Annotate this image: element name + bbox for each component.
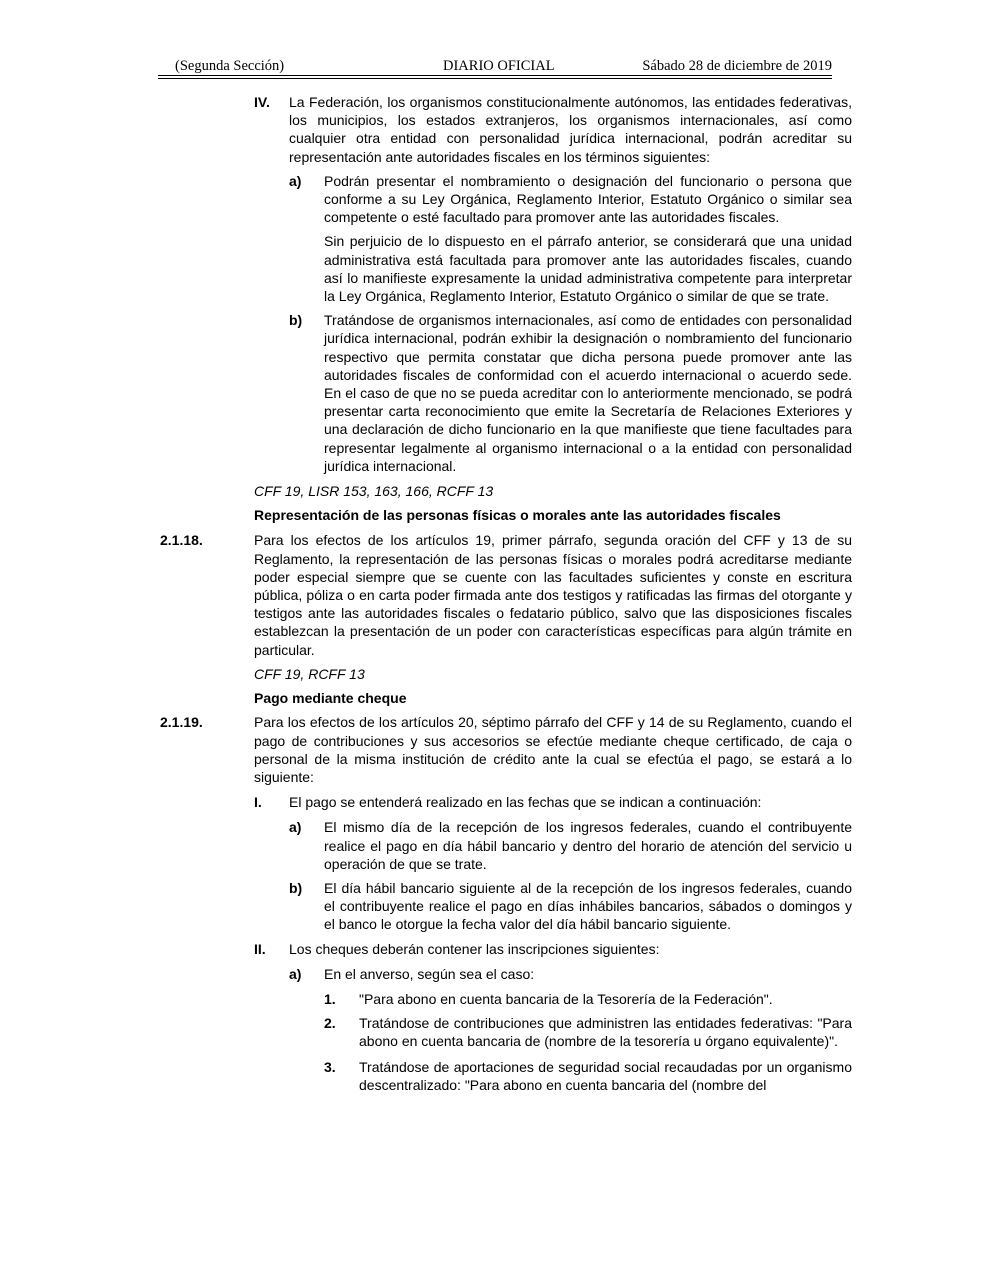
item-iv-a-cont [160, 232, 852, 305]
page-header [158, 56, 832, 76]
header-publication: DIARIO OFICIAL [443, 58, 555, 74]
paragraph-text: El pago se entenderá realizado en las fechas que se indican a continuación: [289, 794, 762, 811]
item-i-a [160, 818, 852, 873]
list-marker: 1. [324, 990, 336, 1007]
paragraph-text: Tratándose de aportaciones de seguridad social recaudadas por un organismo descentralizado: "Para abono en cuenta bancaria del (nombre del [359, 1058, 852, 1093]
list-marker: b) [289, 312, 303, 329]
paragraph-text: Para los efectos de los artículos 20, séptimo párrafo del CFF y 14 de su Reglamento, cuando el pago de contribuciones y sus accesorios se efectúe mediante cheque certificado, de caja o personal de la misma institución de crédito ante la cual se efectúa el pago, se estará a lo siguiente: [254, 714, 852, 785]
paragraph-text: El mismo día de la recepción de los ingresos federales, cuando el contribuyente realice el pago en día hábil bancario y dentro del horario de atención del servicio u operación de que se trate. [324, 819, 852, 872]
item-ii [160, 940, 852, 958]
list-marker: 3. [324, 1058, 336, 1075]
rule-2-1-19 [160, 713, 852, 786]
title-representacion [160, 506, 852, 524]
header-rule-top [158, 75, 832, 76]
item-ii-a [160, 965, 852, 983]
paragraph-text: "Para abono en cuenta bancaria de la Tesorería de la Federación". [359, 990, 773, 1007]
reference-cff19-lisr [160, 482, 852, 500]
paragraph-text: Podrán presentar el nombramiento o designación del funcionario o persona que conforme a su Ley Orgánica, Reglamento Interior, Estatuto Orgánico o similar sea competente o esté facultado para promover ante las autoridades fiscales. [324, 172, 852, 226]
list-marker: 2. [324, 1015, 336, 1032]
paragraph-text: Tratándose de contribuciones que administren las entidades federativas: "Para abono en cuenta bancaria de (nombre de la tesorería u órgano equivalente)". [359, 1015, 852, 1050]
paragraph-text: Tratándose de organismos internacionales, así como de entidades con personalidad jurídica internacional, podrán exhibir la designación o nombramiento del funcionario respectivo que permita constatar que dicha persona puede promover ante las autoridades fiscales de conformidad con el acuerdo internacional o acuerdo sede. En el caso de que no se pueda acreditar con lo anteriormente mencionado, se podrá presentar carta reconocimiento que emite la Secretaría de Relaciones Exteriores y una declaración de dicho funcionario en la que manifieste que tiene facultades para representar legalmente al organismo internacional o a la entidad con personalidad jurídica internacional. [324, 312, 852, 474]
list-marker: a) [289, 819, 302, 836]
rule-2-1-18 [160, 531, 852, 658]
list-marker: a) [289, 965, 302, 982]
rule-number: 2.1.18. [160, 532, 203, 549]
paragraph-text: Representación de las personas físicas o morales ante las autoridades fiscales [254, 507, 781, 524]
paragraph-text: En el anverso, según sea el caso: [324, 965, 535, 982]
paragraph-text: La Federación, los organismos constitucionalmente autónomos, las entidades federativas, los municipios, los estados extranjeros, los organismos internacionales, así como cualquier otra entidad con personalidad jurídica internacional, podrán acreditar su representación ante autoridades fiscales en los términos siguientes: [289, 94, 852, 165]
item-i-b [160, 879, 852, 934]
paragraph-text: El día hábil bancario siguiente al de la recepción de los ingresos federales, cuando el contribuyente realice el pago en días inhábiles bancarios, sábados o domingos y el banco le otorgue la fecha valor del día hábil bancario siguiente. [324, 879, 852, 933]
item-ii-a-1 [160, 990, 852, 1008]
list-marker: I. [254, 794, 262, 811]
paragraph-text: CFF 19, RCFF 13 [254, 665, 365, 682]
paragraph-text: Pago mediante cheque [254, 690, 407, 707]
list-marker: IV. [254, 94, 270, 110]
item-iv-b [160, 311, 852, 475]
header-date: Sábado 28 de diciembre de 2019 [642, 58, 832, 74]
reference-cff19-rcff13 [160, 665, 852, 683]
item-iv-a [160, 172, 852, 227]
paragraph-text: Sin perjuicio de lo dispuesto en el párrafo anterior, se considerará que una unidad administrativa está facultada para promover ante las autoridades fiscales, cuando así lo manifieste expresamente la unidad administrativa competente para interpretar la Ley Orgánica, Reglamento Interior, Estatuto Orgánico o similar de que se trate. [324, 233, 852, 305]
item-ii-a-2 [160, 1014, 852, 1050]
header-rule-bottom [158, 78, 832, 79]
paragraph-text: CFF 19, LISR 153, 163, 166, RCFF 13 [254, 483, 494, 500]
rule-number: 2.1.19. [160, 714, 203, 731]
header-section: (Segunda Sección) [175, 58, 285, 74]
list-marker: II. [254, 940, 266, 957]
paragraph-text: Para los efectos de los artículos 19, primer párrafo, segunda oración del CFF y 13 de su Reglamento, la representación de las personas físicas o morales podrá acreditarse mediante poder especial siempre que se cuente con las facultades suficientes y conste en escritura pública, póliza o en carta poder firmada ante dos testigos y ratificadas las firmas del otorgante y testigos ante las autoridades fiscales o fedatario público, salvo que las disposiciones fiscales establezcan la presentación de un poder con características específicas para algún trámite en particular. [254, 532, 852, 658]
paragraph-text: Los cheques deberán contener las inscripciones siguientes: [289, 940, 660, 957]
item-iv [160, 93, 852, 166]
item-i [160, 793, 852, 811]
item-ii-a-3 [160, 1058, 852, 1094]
document-body [160, 93, 852, 1101]
list-marker: a) [289, 172, 302, 189]
list-marker: b) [289, 879, 303, 896]
title-pago-cheque [160, 689, 852, 707]
